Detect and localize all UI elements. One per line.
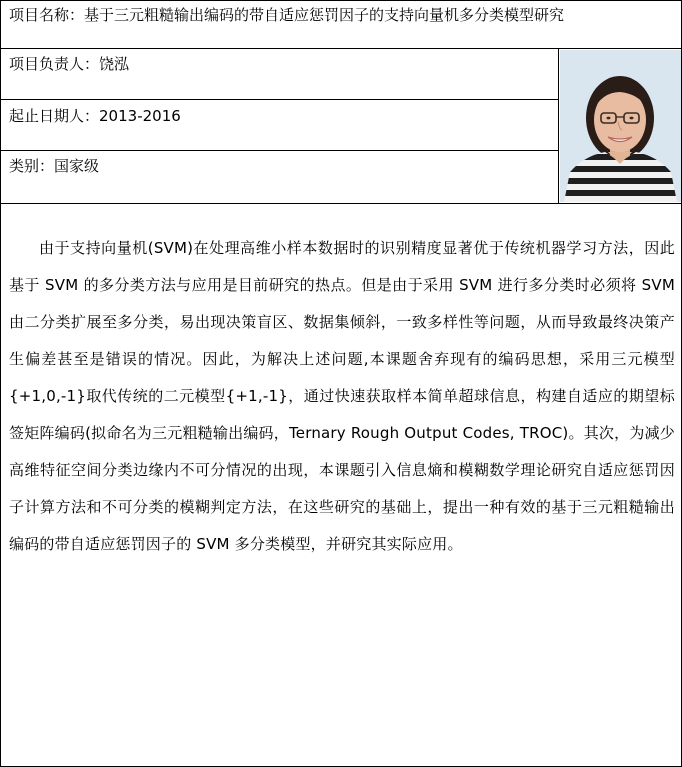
project-dates-row [1,100,558,151]
project-abstract: 由于支持向量机(SVM)在处理高维小样本数据时的识别精度显著优于传统机器学习方法，因此基于 SVM 的多分类方法与应用是目前研究的热点。但是由于采用 SVM 进行多分类时必须将 SVM 由二分类扩展至多分类，易出现决策盲区、数据集倾斜，一致多样性等问题，从而导致最终决策产生偏差甚至是错误的情况。因此，为解决上述问题,本课题舍弃现有的编码思想，采用三元模型{+1,0,-1}取代传统的二元模型{+1,-1}，通过快速获取样本简单超球信息，构建自适应的期望标签矩阵编码(拟命名为三元粗糙输出编码，Ternary Rough Output Codes, TROC)。其次，为减少高维特征空间分类边缘内不可分情况的出现，本课题引入信息熵和模糊数学理论研究自适应惩罚因子计算方法和不可分类的模糊判定方法，在这些研究的基础上，提出一种有效的基于三元粗糙输出编码的带自适应惩罚因子的 SVM 多分类模型，并研究其实际应用。 [9,239,675,553]
section-divider [1,203,681,204]
project-leader-value: 饶泓 [99,55,130,73]
project-name-value: 基于三元粗糙输出编码的带自适应惩罚因子的支持向量机多分类模型研究 [84,6,565,24]
project-dates-label: 起止日期人： [9,107,100,125]
leader-photo-cell [558,49,681,203]
project-leader-row [1,49,558,100]
person-portrait-icon [560,50,681,202]
project-leader-label: 项目负责人： [9,55,100,73]
project-category-row [1,151,558,203]
project-dates-value: 2013-2016 [99,107,181,125]
project-category-value: 国家级 [54,157,100,175]
project-name-label: 项目名称： [9,6,85,24]
project-category-label: 类别： [9,157,55,175]
project-name-row [1,1,681,49]
